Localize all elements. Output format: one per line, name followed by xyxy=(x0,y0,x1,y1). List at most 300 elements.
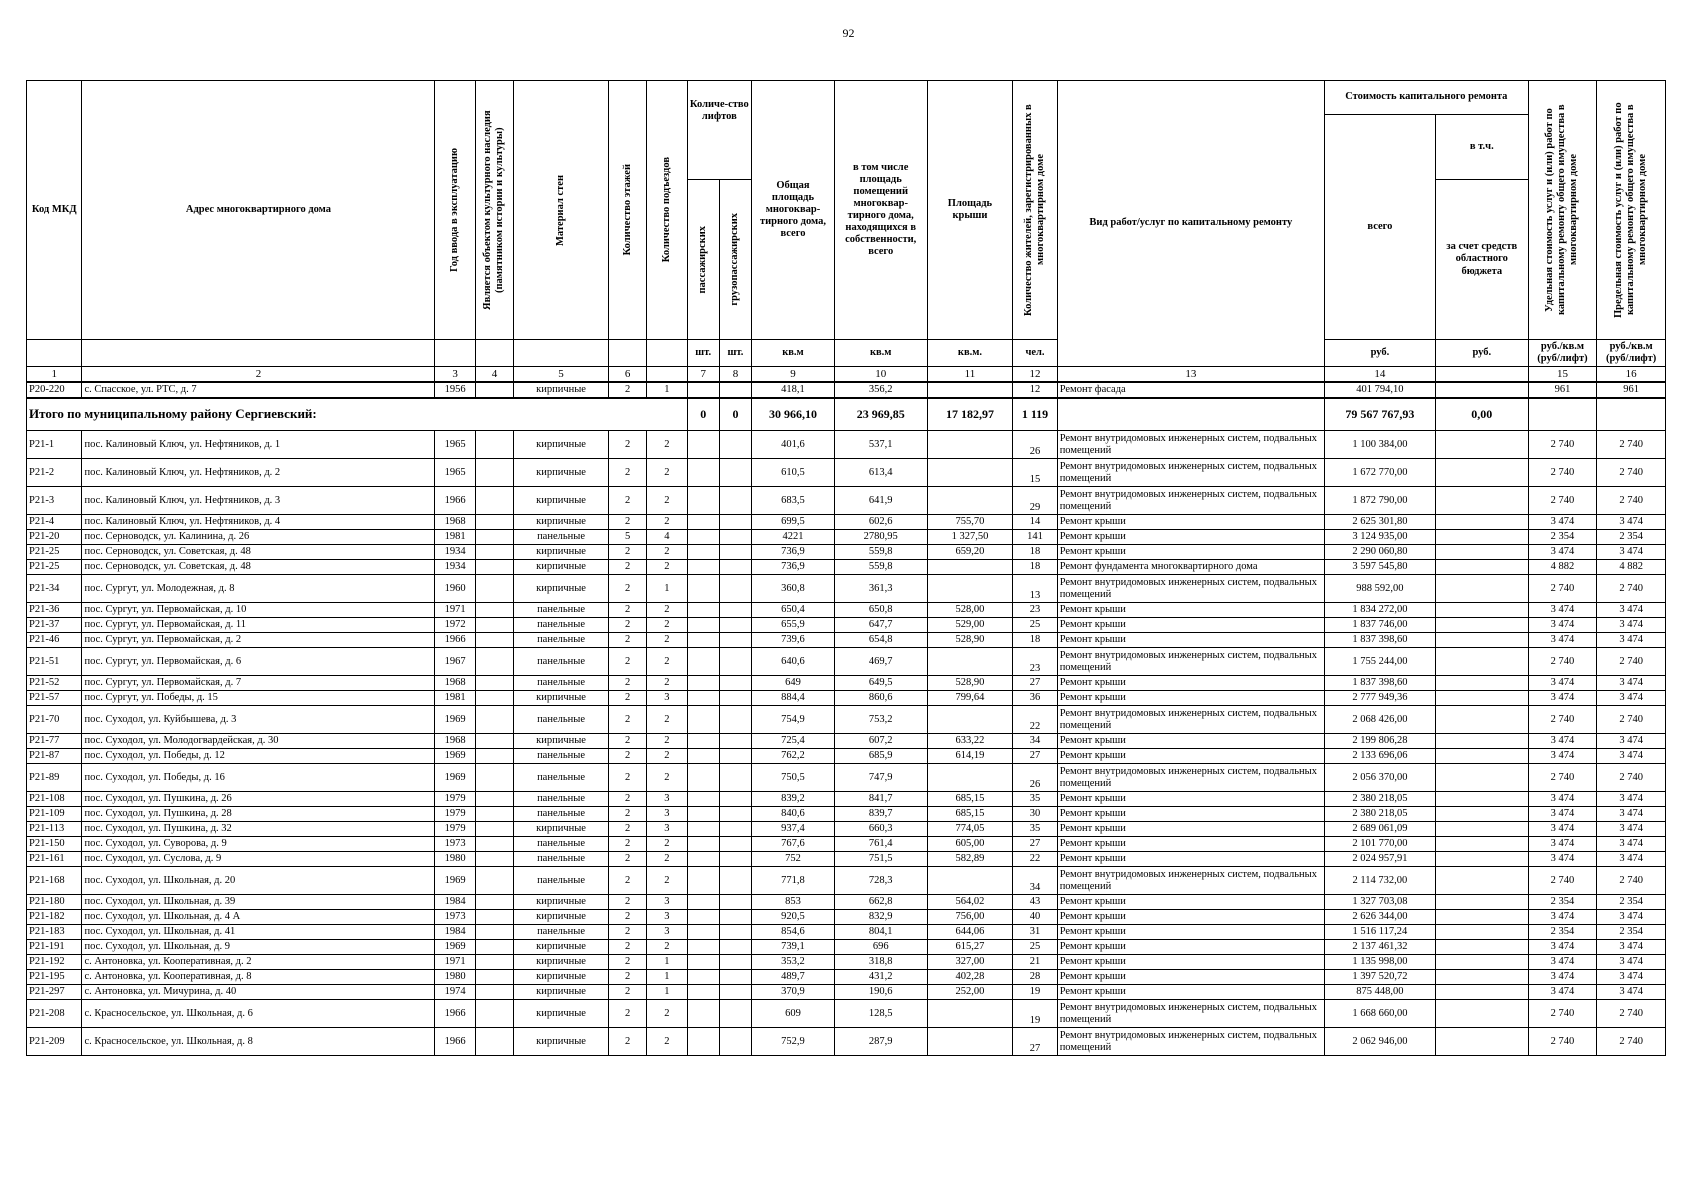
cell-budget xyxy=(1435,925,1528,940)
cell-cost: 1 135 998,00 xyxy=(1324,955,1435,970)
cell-year: 1966 xyxy=(435,1028,475,1056)
total-total-area: 30 966,10 xyxy=(752,398,835,431)
cell-code: Р21-2 xyxy=(27,459,82,487)
cell-floors: 2 xyxy=(608,1028,646,1056)
cell-entrances: 2 xyxy=(647,560,687,575)
cell-entrances: 2 xyxy=(647,867,687,895)
cell-unit-cost: 3 474 xyxy=(1528,676,1597,691)
cell-lifts-cargo xyxy=(719,575,751,603)
cell-year: 1934 xyxy=(435,545,475,560)
header-code: Код МКД xyxy=(27,81,82,340)
cell-budget xyxy=(1435,1028,1528,1056)
cell-code: Р21-180 xyxy=(27,895,82,910)
header-cost-incl: в т.ч. xyxy=(1435,115,1528,180)
cell-max-cost: 3 474 xyxy=(1597,822,1666,837)
total-lifts-passenger: 0 xyxy=(687,398,719,431)
cell-address: пос. Сургут, ул. Первомайская, д. 6 xyxy=(82,648,435,676)
column-number: 14 xyxy=(1324,367,1435,383)
cell-owned-area: 613,4 xyxy=(834,459,927,487)
cell-heritage xyxy=(475,955,513,970)
cell-max-cost: 3 474 xyxy=(1597,852,1666,867)
cell-lifts-passenger xyxy=(687,895,719,910)
cell-heritage xyxy=(475,985,513,1000)
cell-budget xyxy=(1435,382,1528,398)
cell-owned-area: 650,8 xyxy=(834,603,927,618)
cell-total-area: 699,5 xyxy=(752,515,835,530)
cell-residents: 18 xyxy=(1013,545,1057,560)
cell-floors: 2 xyxy=(608,560,646,575)
cell-year: 1979 xyxy=(435,792,475,807)
cell-unit-cost: 2 354 xyxy=(1528,530,1597,545)
cell-cost: 3 597 545,80 xyxy=(1324,560,1435,575)
cell-work: Ремонт крыши xyxy=(1057,676,1324,691)
cell-lifts-passenger xyxy=(687,1000,719,1028)
cell-budget xyxy=(1435,792,1528,807)
table-row xyxy=(27,895,1666,910)
cell-max-cost: 2 740 xyxy=(1597,575,1666,603)
cell-lifts-passenger xyxy=(687,431,719,459)
cell-heritage xyxy=(475,515,513,530)
cell-budget xyxy=(1435,545,1528,560)
cell-lifts-passenger xyxy=(687,487,719,515)
cell-unit-cost: 3 474 xyxy=(1528,852,1597,867)
cell-floors: 2 xyxy=(608,676,646,691)
cell-year: 1971 xyxy=(435,955,475,970)
cell-residents: 34 xyxy=(1013,734,1057,749)
column-number: 8 xyxy=(719,367,751,383)
cell-entrances: 2 xyxy=(647,1000,687,1028)
cell-work: Ремонт крыши xyxy=(1057,545,1324,560)
cell-entrances: 3 xyxy=(647,792,687,807)
column-number: 12 xyxy=(1013,367,1057,383)
cell-lifts-passenger xyxy=(687,459,719,487)
cell-residents: 15 xyxy=(1013,459,1057,487)
cell-max-cost: 3 474 xyxy=(1597,955,1666,970)
cell-code: Р21-161 xyxy=(27,852,82,867)
cell-lifts-passenger xyxy=(687,575,719,603)
cell-work: Ремонт внутридомовых инженерных систем, подвальных помещений xyxy=(1057,867,1324,895)
total-roof-area: 17 182,97 xyxy=(927,398,1013,431)
cell-work: Ремонт крыши xyxy=(1057,618,1324,633)
cell-max-cost: 3 474 xyxy=(1597,970,1666,985)
cell-roof-area: 755,70 xyxy=(927,515,1013,530)
cell-budget xyxy=(1435,691,1528,706)
table-row xyxy=(27,706,1666,734)
total-work xyxy=(1057,398,1324,431)
cell-address: пос. Суходол, ул. Победы, д. 12 xyxy=(82,749,435,764)
cell-material: кирпичные xyxy=(514,459,609,487)
cell-heritage xyxy=(475,618,513,633)
cell-floors: 2 xyxy=(608,955,646,970)
cell-roof-area xyxy=(927,575,1013,603)
cell-code: Р21-36 xyxy=(27,603,82,618)
cell-owned-area: 287,9 xyxy=(834,1028,927,1056)
cell-code: Р21-150 xyxy=(27,837,82,852)
cell-code: Р21-192 xyxy=(27,955,82,970)
cell-floors: 2 xyxy=(608,764,646,792)
table-row xyxy=(27,925,1666,940)
cell-unit-cost: 961 xyxy=(1528,382,1597,398)
total-unit-cost xyxy=(1528,398,1597,431)
cell-total-area: 771,8 xyxy=(752,867,835,895)
cell-heritage xyxy=(475,1000,513,1028)
cell-code: Р21-182 xyxy=(27,910,82,925)
cell-address: пос. Суходол, ул. Школьная, д. 4 А xyxy=(82,910,435,925)
cell-entrances: 2 xyxy=(647,676,687,691)
cell-heritage xyxy=(475,734,513,749)
cell-work: Ремонт внутридомовых инженерных систем, подвальных помещений xyxy=(1057,459,1324,487)
cell-budget xyxy=(1435,530,1528,545)
cell-owned-area: 804,1 xyxy=(834,925,927,940)
cell-roof-area: 402,28 xyxy=(927,970,1013,985)
cell-lifts-cargo xyxy=(719,545,751,560)
cell-address: с. Красносельское, ул. Школьная, д. 8 xyxy=(82,1028,435,1056)
cell-total-area: 353,2 xyxy=(752,955,835,970)
cell-owned-area: 641,9 xyxy=(834,487,927,515)
cell-budget xyxy=(1435,560,1528,575)
cell-heritage xyxy=(475,633,513,648)
cell-total-area: 650,4 xyxy=(752,603,835,618)
cell-material: кирпичные xyxy=(514,1028,609,1056)
cell-lifts-passenger xyxy=(687,985,719,1000)
cell-floors: 2 xyxy=(608,852,646,867)
cell-material: кирпичные xyxy=(514,545,609,560)
header-lifts: Количе-ство лифтов xyxy=(687,81,752,180)
table-row xyxy=(27,1028,1666,1056)
cell-lifts-passenger xyxy=(687,749,719,764)
cell-owned-area: 747,9 xyxy=(834,764,927,792)
cell-material: кирпичные xyxy=(514,1000,609,1028)
cell-material: панельные xyxy=(514,633,609,648)
cell-address: пос. Серноводск, ул. Советская, д. 48 xyxy=(82,545,435,560)
cell-lifts-passenger xyxy=(687,648,719,676)
cell-address: пос. Калиновый Ключ, ул. Нефтяников, д. 1 xyxy=(82,431,435,459)
cell-code: Р21-20 xyxy=(27,530,82,545)
cell-work: Ремонт крыши xyxy=(1057,852,1324,867)
cell-heritage xyxy=(475,575,513,603)
cell-address: пос. Суходол, ул. Суворова, д. 9 xyxy=(82,837,435,852)
cell-roof-area: 756,00 xyxy=(927,910,1013,925)
cell-cost: 1 397 520,72 xyxy=(1324,970,1435,985)
cell-entrances: 2 xyxy=(647,940,687,955)
total-residents: 1 119 xyxy=(1013,398,1057,431)
cell-owned-area: 431,2 xyxy=(834,970,927,985)
cell-heritage xyxy=(475,487,513,515)
cell-lifts-passenger xyxy=(687,676,719,691)
cell-lifts-passenger xyxy=(687,618,719,633)
cell-heritage xyxy=(475,837,513,852)
cell-budget xyxy=(1435,487,1528,515)
cell-cost: 988 592,00 xyxy=(1324,575,1435,603)
cell-residents: 23 xyxy=(1013,648,1057,676)
cell-lifts-cargo xyxy=(719,764,751,792)
cell-work: Ремонт внутридомовых инженерных систем, подвальных помещений xyxy=(1057,706,1324,734)
cell-roof-area xyxy=(927,560,1013,575)
cell-lifts-cargo xyxy=(719,691,751,706)
cell-floors: 2 xyxy=(608,925,646,940)
cell-cost: 1 837 398,60 xyxy=(1324,676,1435,691)
cell-total-area: 640,6 xyxy=(752,648,835,676)
cell-lifts-passenger xyxy=(687,852,719,867)
cell-max-cost: 3 474 xyxy=(1597,734,1666,749)
cell-unit-cost: 2 740 xyxy=(1528,648,1597,676)
cell-lifts-passenger xyxy=(687,545,719,560)
cell-total-area: 840,6 xyxy=(752,807,835,822)
cell-cost: 3 124 935,00 xyxy=(1324,530,1435,545)
cell-floors: 2 xyxy=(608,792,646,807)
cell-address: пос. Суходол, ул. Школьная, д. 39 xyxy=(82,895,435,910)
cell-owned-area: 559,8 xyxy=(834,560,927,575)
cell-code: Р21-34 xyxy=(27,575,82,603)
cell-max-cost: 2 740 xyxy=(1597,459,1666,487)
cell-heritage xyxy=(475,970,513,985)
table-row xyxy=(27,633,1666,648)
header-heritage: Является объектом культурного наследия (памятником истории и культуры) xyxy=(475,81,513,340)
cell-material: панельные xyxy=(514,749,609,764)
cell-address: с. Антоновка, ул. Мичурина, д. 40 xyxy=(82,985,435,1000)
cell-work: Ремонт крыши xyxy=(1057,822,1324,837)
cell-material: панельные xyxy=(514,837,609,852)
cell-cost: 2 290 060,80 xyxy=(1324,545,1435,560)
unit-max-cost: руб./кв.м (руб/лифт) xyxy=(1597,340,1666,367)
cell-total-area: 418,1 xyxy=(752,382,835,398)
cell-year: 1971 xyxy=(435,603,475,618)
cell-lifts-cargo xyxy=(719,925,751,940)
table-row xyxy=(27,676,1666,691)
cell-lifts-cargo xyxy=(719,515,751,530)
header-cost: Стоимость капитального ремонта xyxy=(1324,81,1528,115)
table-row xyxy=(27,955,1666,970)
cell-entrances: 3 xyxy=(647,895,687,910)
cell-budget xyxy=(1435,955,1528,970)
cell-roof-area: 1 327,50 xyxy=(927,530,1013,545)
cell-roof-area xyxy=(927,1000,1013,1028)
cell-budget xyxy=(1435,676,1528,691)
cell-total-area: 4221 xyxy=(752,530,835,545)
cell-unit-cost: 3 474 xyxy=(1528,734,1597,749)
cell-entrances: 3 xyxy=(647,822,687,837)
cell-lifts-cargo xyxy=(719,940,751,955)
cell-total-area: 754,9 xyxy=(752,706,835,734)
cell-residents: 22 xyxy=(1013,852,1057,867)
cell-residents: 19 xyxy=(1013,985,1057,1000)
cell-year: 1980 xyxy=(435,852,475,867)
cell-budget xyxy=(1435,985,1528,1000)
cell-max-cost: 3 474 xyxy=(1597,749,1666,764)
cell-entrances: 3 xyxy=(647,691,687,706)
cell-roof-area xyxy=(927,382,1013,398)
cell-address: пос. Суходол, ул. Пушкина, д. 26 xyxy=(82,792,435,807)
cell-roof-area xyxy=(927,706,1013,734)
cell-work: Ремонт крыши xyxy=(1057,749,1324,764)
table-header xyxy=(27,81,1666,383)
header-residents: Количество жителей, зарегистрированных в многоквартирном доме xyxy=(1013,81,1057,340)
cell-roof-area: 685,15 xyxy=(927,807,1013,822)
cell-total-area: 767,6 xyxy=(752,837,835,852)
cell-max-cost: 3 474 xyxy=(1597,792,1666,807)
cell-residents: 27 xyxy=(1013,837,1057,852)
cell-residents: 26 xyxy=(1013,431,1057,459)
cell-cost: 1 327 703,08 xyxy=(1324,895,1435,910)
cell-budget xyxy=(1435,822,1528,837)
cell-work: Ремонт крыши xyxy=(1057,734,1324,749)
cell-lifts-passenger xyxy=(687,515,719,530)
cell-lifts-cargo xyxy=(719,530,751,545)
table-row xyxy=(27,985,1666,1000)
cell-year: 1965 xyxy=(435,431,475,459)
cell-owned-area: 361,3 xyxy=(834,575,927,603)
cell-year: 1972 xyxy=(435,618,475,633)
cell-heritage xyxy=(475,530,513,545)
cell-max-cost: 3 474 xyxy=(1597,940,1666,955)
cell-entrances: 2 xyxy=(647,764,687,792)
cell-residents: 22 xyxy=(1013,706,1057,734)
table-row xyxy=(27,734,1666,749)
cell-total-area: 736,9 xyxy=(752,560,835,575)
cell-work: Ремонт крыши xyxy=(1057,530,1324,545)
cell-code: Р21-87 xyxy=(27,749,82,764)
cell-unit-cost: 2 740 xyxy=(1528,459,1597,487)
cell-year: 1960 xyxy=(435,575,475,603)
cell-year: 1984 xyxy=(435,925,475,940)
cell-work: Ремонт крыши xyxy=(1057,792,1324,807)
cell-lifts-passenger xyxy=(687,530,719,545)
cell-owned-area: 696 xyxy=(834,940,927,955)
cell-floors: 2 xyxy=(608,459,646,487)
cell-floors: 2 xyxy=(608,633,646,648)
cell-lifts-cargo xyxy=(719,603,751,618)
cell-heritage xyxy=(475,382,513,398)
cell-residents: 28 xyxy=(1013,970,1057,985)
cell-lifts-passenger xyxy=(687,970,719,985)
cell-roof-area xyxy=(927,487,1013,515)
cell-lifts-cargo xyxy=(719,431,751,459)
header-cost-total: всего xyxy=(1324,115,1435,340)
cell-year: 1969 xyxy=(435,867,475,895)
cell-lifts-cargo xyxy=(719,618,751,633)
cell-total-area: 750,5 xyxy=(752,764,835,792)
cell-heritage xyxy=(475,1028,513,1056)
cell-unit-cost: 2 740 xyxy=(1528,1000,1597,1028)
cell-max-cost: 3 474 xyxy=(1597,985,1666,1000)
cell-budget xyxy=(1435,837,1528,852)
cell-total-area: 649 xyxy=(752,676,835,691)
cell-max-cost: 2 354 xyxy=(1597,530,1666,545)
cell-residents: 36 xyxy=(1013,691,1057,706)
cell-residents: 27 xyxy=(1013,1028,1057,1056)
cell-cost: 2 024 957,91 xyxy=(1324,852,1435,867)
cell-cost: 1 837 398,60 xyxy=(1324,633,1435,648)
cell-floors: 2 xyxy=(608,837,646,852)
cell-material: кирпичные xyxy=(514,895,609,910)
cell-year: 1969 xyxy=(435,706,475,734)
cell-residents: 13 xyxy=(1013,575,1057,603)
cell-lifts-cargo xyxy=(719,633,751,648)
cell-heritage xyxy=(475,895,513,910)
unit-lifts-cargo: шт. xyxy=(719,340,751,367)
cell-material: панельные xyxy=(514,648,609,676)
cell-heritage xyxy=(475,764,513,792)
cell-address: пос. Суходол, ул. Победы, д. 16 xyxy=(82,764,435,792)
cell-roof-area xyxy=(927,1028,1013,1056)
cell-floors: 2 xyxy=(608,985,646,1000)
header-unit-cost: Удельная стоимость услуг и (или) работ по капитальному ремонту общего имущества в многоквартирном доме xyxy=(1528,81,1597,340)
cell-code: Р21-70 xyxy=(27,706,82,734)
cell-owned-area: 649,5 xyxy=(834,676,927,691)
table-row xyxy=(27,852,1666,867)
cell-address: с. Антоновка, ул. Кооперативная, д. 2 xyxy=(82,955,435,970)
cell-work: Ремонт крыши xyxy=(1057,955,1324,970)
cell-entrances: 2 xyxy=(647,545,687,560)
cell-roof-area: 605,00 xyxy=(927,837,1013,852)
page-number: 92 xyxy=(842,26,855,40)
cell-cost: 1 872 790,00 xyxy=(1324,487,1435,515)
cell-address: пос. Калиновый Ключ, ул. Нефтяников, д. 4 xyxy=(82,515,435,530)
cell-work: Ремонт фасада xyxy=(1057,382,1324,398)
cell-lifts-passenger xyxy=(687,633,719,648)
cell-entrances: 2 xyxy=(647,487,687,515)
cell-year: 1984 xyxy=(435,895,475,910)
cell-code: Р21-113 xyxy=(27,822,82,837)
cell-year: 1956 xyxy=(435,382,475,398)
column-number: 5 xyxy=(514,367,609,383)
cell-cost: 2 114 732,00 xyxy=(1324,867,1435,895)
cell-roof-area: 528,90 xyxy=(927,633,1013,648)
cell-cost: 2 199 806,28 xyxy=(1324,734,1435,749)
cell-floors: 5 xyxy=(608,530,646,545)
cell-year: 1934 xyxy=(435,560,475,575)
cell-budget xyxy=(1435,515,1528,530)
cell-budget xyxy=(1435,633,1528,648)
cell-max-cost: 4 882 xyxy=(1597,560,1666,575)
cell-material: панельные xyxy=(514,852,609,867)
cell-floors: 2 xyxy=(608,807,646,822)
cell-floors: 2 xyxy=(608,382,646,398)
cell-material: кирпичные xyxy=(514,985,609,1000)
cell-address: пос. Сургут, ул. Первомайская, д. 10 xyxy=(82,603,435,618)
cell-code: Р21-1 xyxy=(27,431,82,459)
cell-entrances: 2 xyxy=(647,706,687,734)
cell-roof-area: 528,90 xyxy=(927,676,1013,691)
cell-max-cost: 3 474 xyxy=(1597,837,1666,852)
cell-year: 1974 xyxy=(435,985,475,1000)
cell-total-area: 655,9 xyxy=(752,618,835,633)
header-lifts-cargo: грузопассажирских xyxy=(719,180,751,340)
cell-material: кирпичные xyxy=(514,734,609,749)
table-row xyxy=(27,764,1666,792)
cell-code: Р21-4 xyxy=(27,515,82,530)
cell-lifts-passenger xyxy=(687,691,719,706)
cell-floors: 2 xyxy=(608,822,646,837)
cell-address: пос. Калиновый Ключ, ул. Нефтяников, д. 2 xyxy=(82,459,435,487)
table-row xyxy=(27,1000,1666,1028)
cell-year: 1969 xyxy=(435,764,475,792)
cell-total-area: 853 xyxy=(752,895,835,910)
cell-cost: 2 625 301,80 xyxy=(1324,515,1435,530)
cell-floors: 2 xyxy=(608,940,646,955)
cell-max-cost: 2 740 xyxy=(1597,706,1666,734)
cell-address: пос. Калиновый Ключ, ул. Нефтяников, д. 3 xyxy=(82,487,435,515)
header-address: Адрес многоквартирного дома xyxy=(82,81,435,340)
cell-lifts-cargo xyxy=(719,910,751,925)
cell-lifts-passenger xyxy=(687,792,719,807)
table-row xyxy=(27,431,1666,459)
cell-heritage xyxy=(475,822,513,837)
cell-lifts-cargo xyxy=(719,1000,751,1028)
cell-budget xyxy=(1435,618,1528,633)
cell-address: пос. Суходол, ул. Суслова, д. 9 xyxy=(82,852,435,867)
cell-total-area: 725,4 xyxy=(752,734,835,749)
